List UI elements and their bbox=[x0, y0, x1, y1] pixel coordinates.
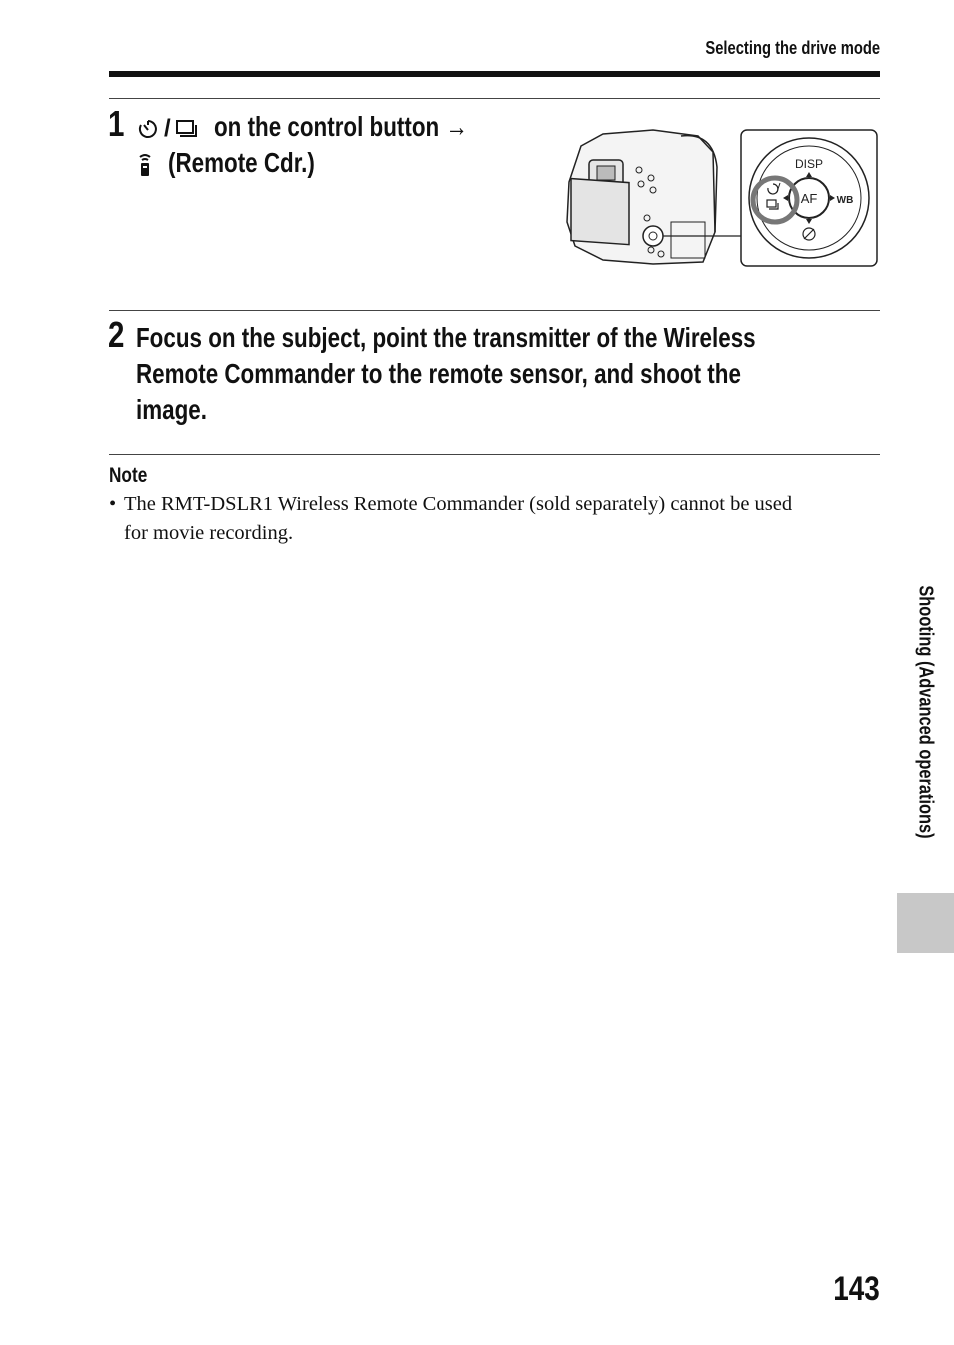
running-header: Selecting the drive mode bbox=[705, 38, 880, 58]
step1-line1: / on the control button → bbox=[136, 109, 532, 147]
page-number: 143 bbox=[833, 1270, 880, 1308]
step2-bottom-rule bbox=[109, 454, 880, 455]
note-text-line2: for movie recording. bbox=[124, 522, 294, 544]
dial-label-disp: DISP bbox=[794, 157, 824, 171]
self-timer-icon bbox=[136, 116, 160, 142]
note-text-line1: The RMT-DSLR1 Wireless Remote Commander (sold separately) cannot be used bbox=[124, 493, 793, 515]
step1-number: 1 bbox=[108, 103, 125, 144]
header-rule bbox=[109, 71, 880, 77]
side-thumb-tab bbox=[897, 893, 954, 953]
dial-label-af: AF bbox=[800, 191, 818, 206]
step2-line1: Focus on the subject, point the transmitter of the Wireless bbox=[136, 322, 756, 353]
continuous-shooting-icon bbox=[175, 117, 199, 141]
camera-illustration bbox=[563, 122, 881, 272]
bullet: • bbox=[109, 493, 117, 515]
step1-line2: (Remote Cdr.) bbox=[136, 145, 351, 181]
step2-line2: Remote Commander to the remote sensor, and shoot the bbox=[136, 358, 741, 389]
note-title: Note bbox=[109, 464, 148, 487]
step2-top-rule bbox=[109, 310, 880, 311]
remote-commander-icon bbox=[136, 152, 154, 178]
step2-line3: image. bbox=[136, 394, 207, 425]
dial-label-wb: WB bbox=[836, 195, 854, 206]
step1-top-rule bbox=[109, 98, 880, 99]
step2-number: 2 bbox=[108, 314, 125, 355]
side-section-label: Shooting (Advanced operations) bbox=[914, 585, 937, 839]
note-item bbox=[109, 490, 869, 548]
camera-figure bbox=[563, 122, 881, 277]
